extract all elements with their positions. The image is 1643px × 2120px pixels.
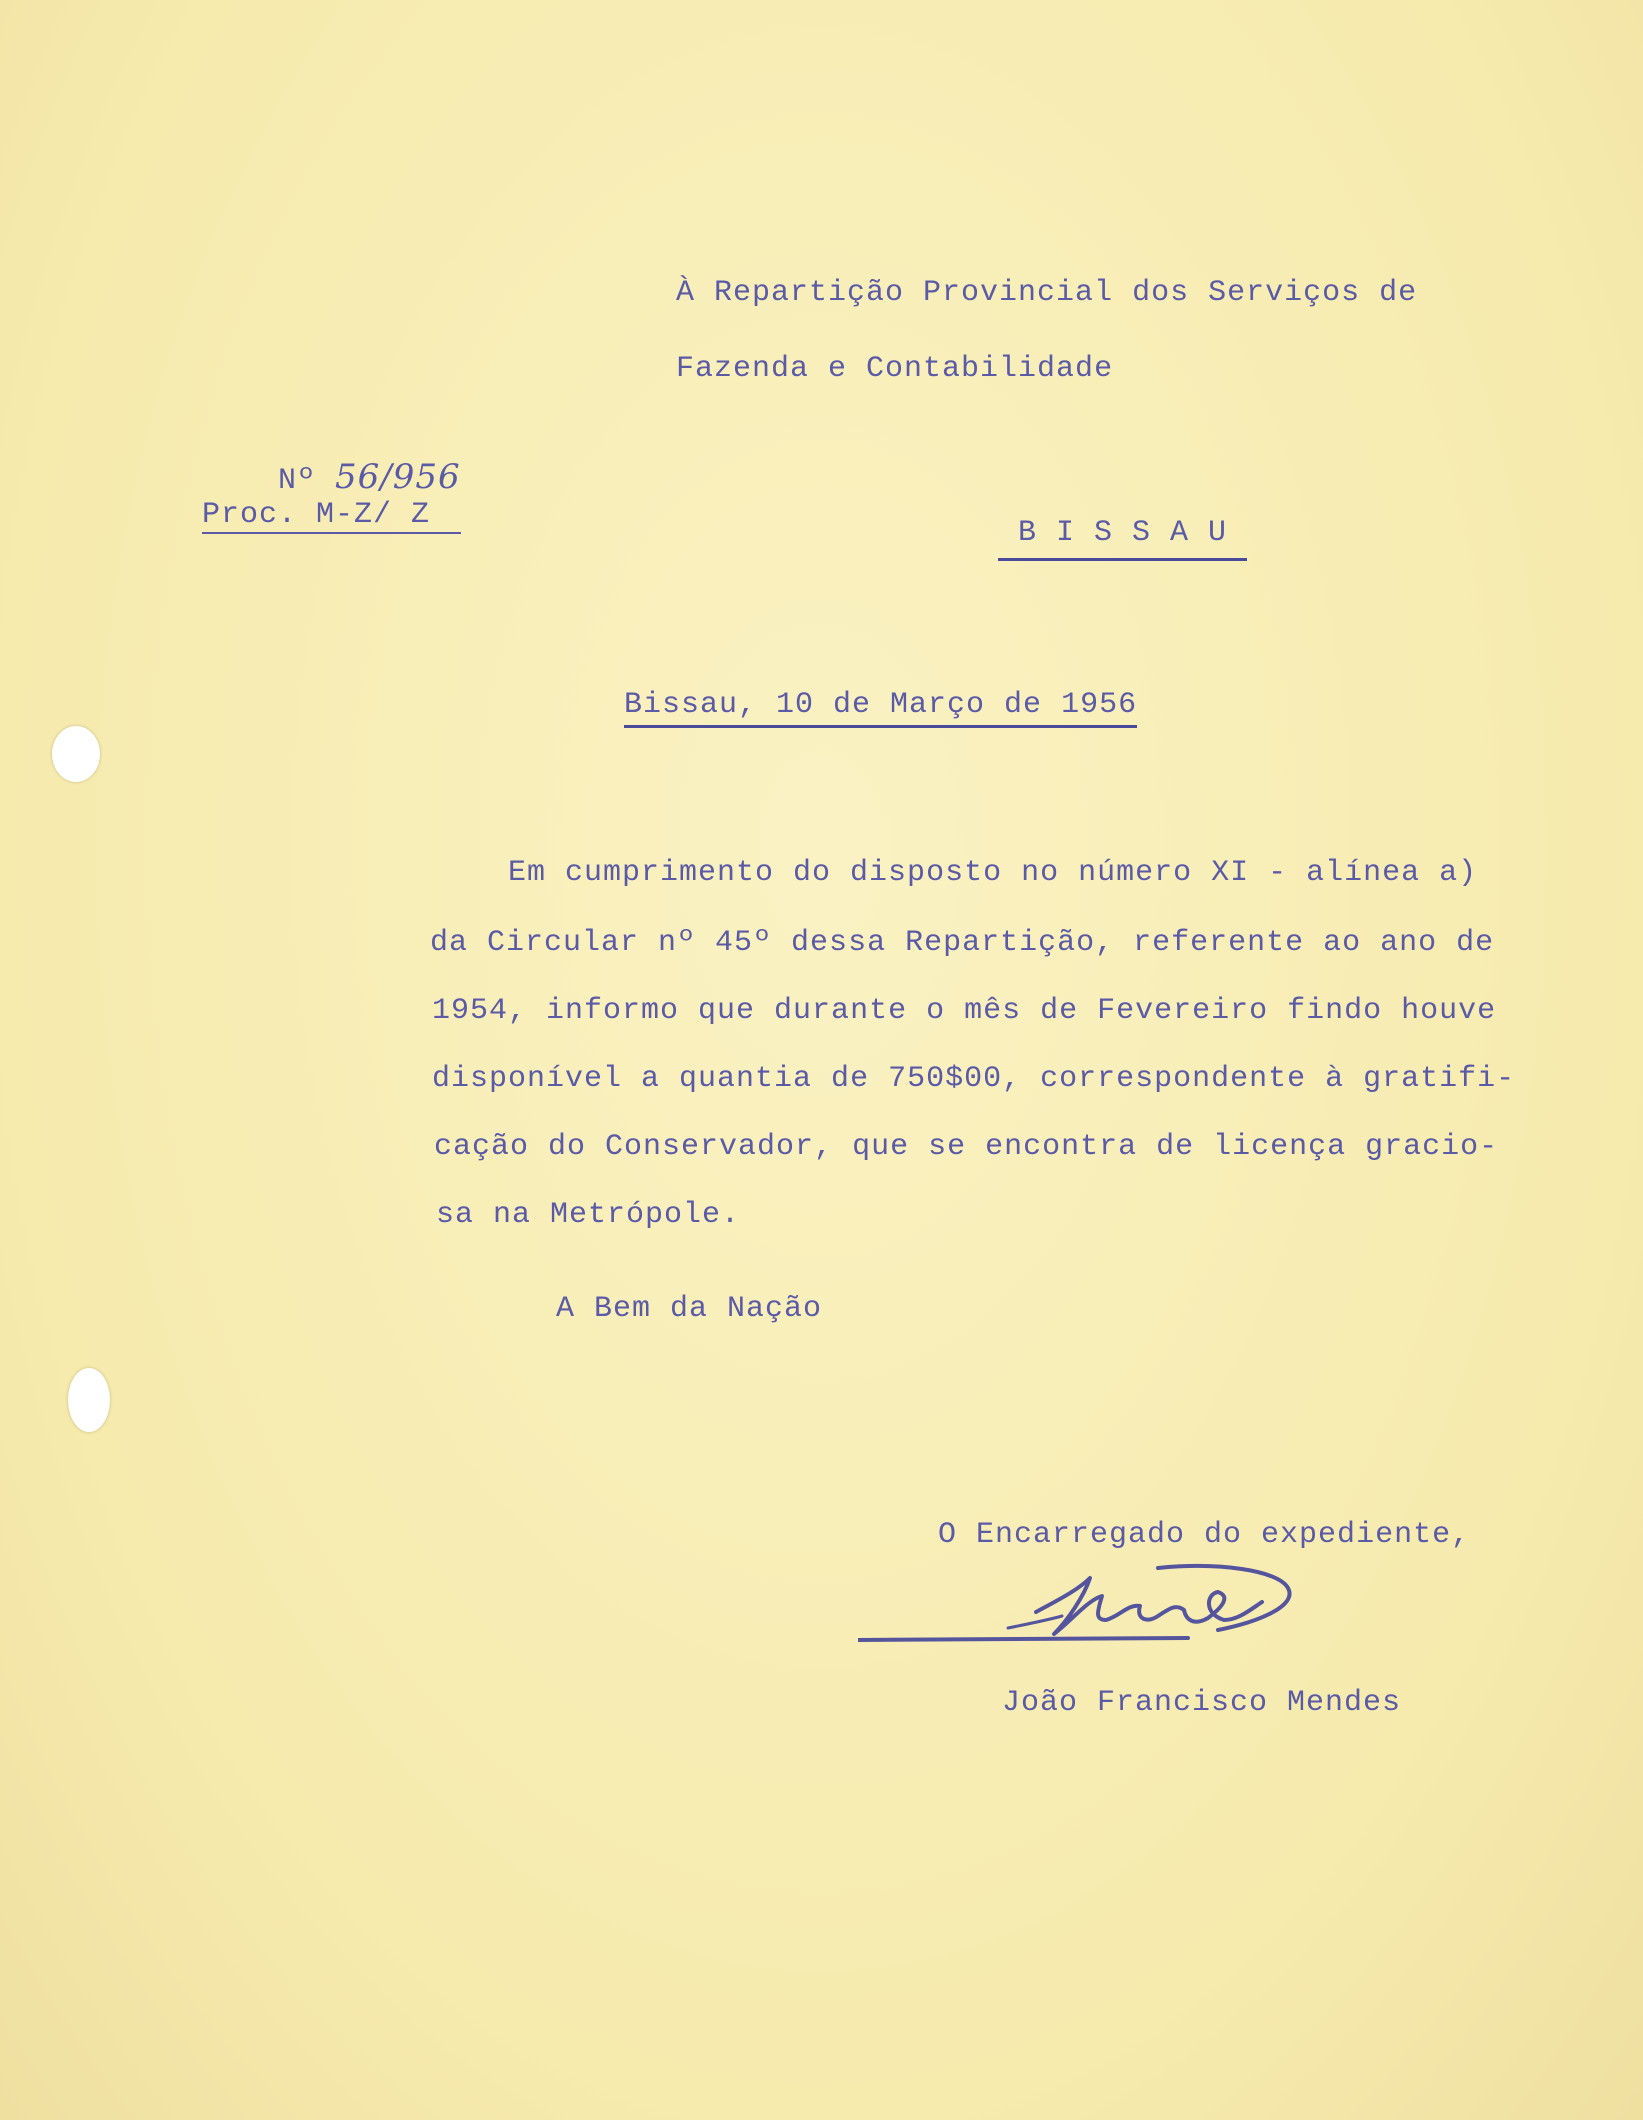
punch-hole-bottom — [68, 1368, 110, 1432]
addressee-line-2: Fazenda e Contabilidade — [676, 352, 1114, 386]
body-line: 1954, informo que durante o mês de Fevereiro findo houve — [432, 994, 1497, 1028]
handwritten-signature — [858, 1540, 1458, 1660]
reference-number-value: 56/956 — [335, 457, 461, 497]
signature-stroke — [1008, 1616, 1062, 1628]
signature-stroke — [858, 1638, 1188, 1640]
addressee-line-1: À Repartição Provincial dos Serviços de — [676, 276, 1418, 310]
body-line: da Circular nº 45º dessa Repartição, referente ao ano de — [430, 926, 1495, 960]
signatory-name: João Francisco Mendes — [1002, 1686, 1402, 1720]
body-line: sa na Metrópole. — [436, 1198, 741, 1232]
body-line: disponível a quantia de 750$00, correspondente à gratifi- — [432, 1062, 1516, 1096]
reference-number-prefix: Nº — [278, 464, 317, 498]
process-reference: Proc. M-Z/ Z — [202, 498, 431, 532]
date-line: Bissau, 10 de Março de 1956 — [624, 690, 1137, 728]
signatory-role: O Encarregado do expediente, — [938, 1518, 1471, 1552]
punch-hole-top — [52, 726, 100, 782]
body-line: cação do Conservador, que se encontra de licença gracio- — [434, 1130, 1499, 1164]
closing-salutation: A Bem da Nação — [556, 1292, 823, 1326]
signature-stroke — [1036, 1578, 1262, 1634]
addressee-city: B I S S A U — [998, 518, 1247, 561]
body-line: Em cumprimento do disposto no número XI - alínea a) — [508, 856, 1478, 890]
